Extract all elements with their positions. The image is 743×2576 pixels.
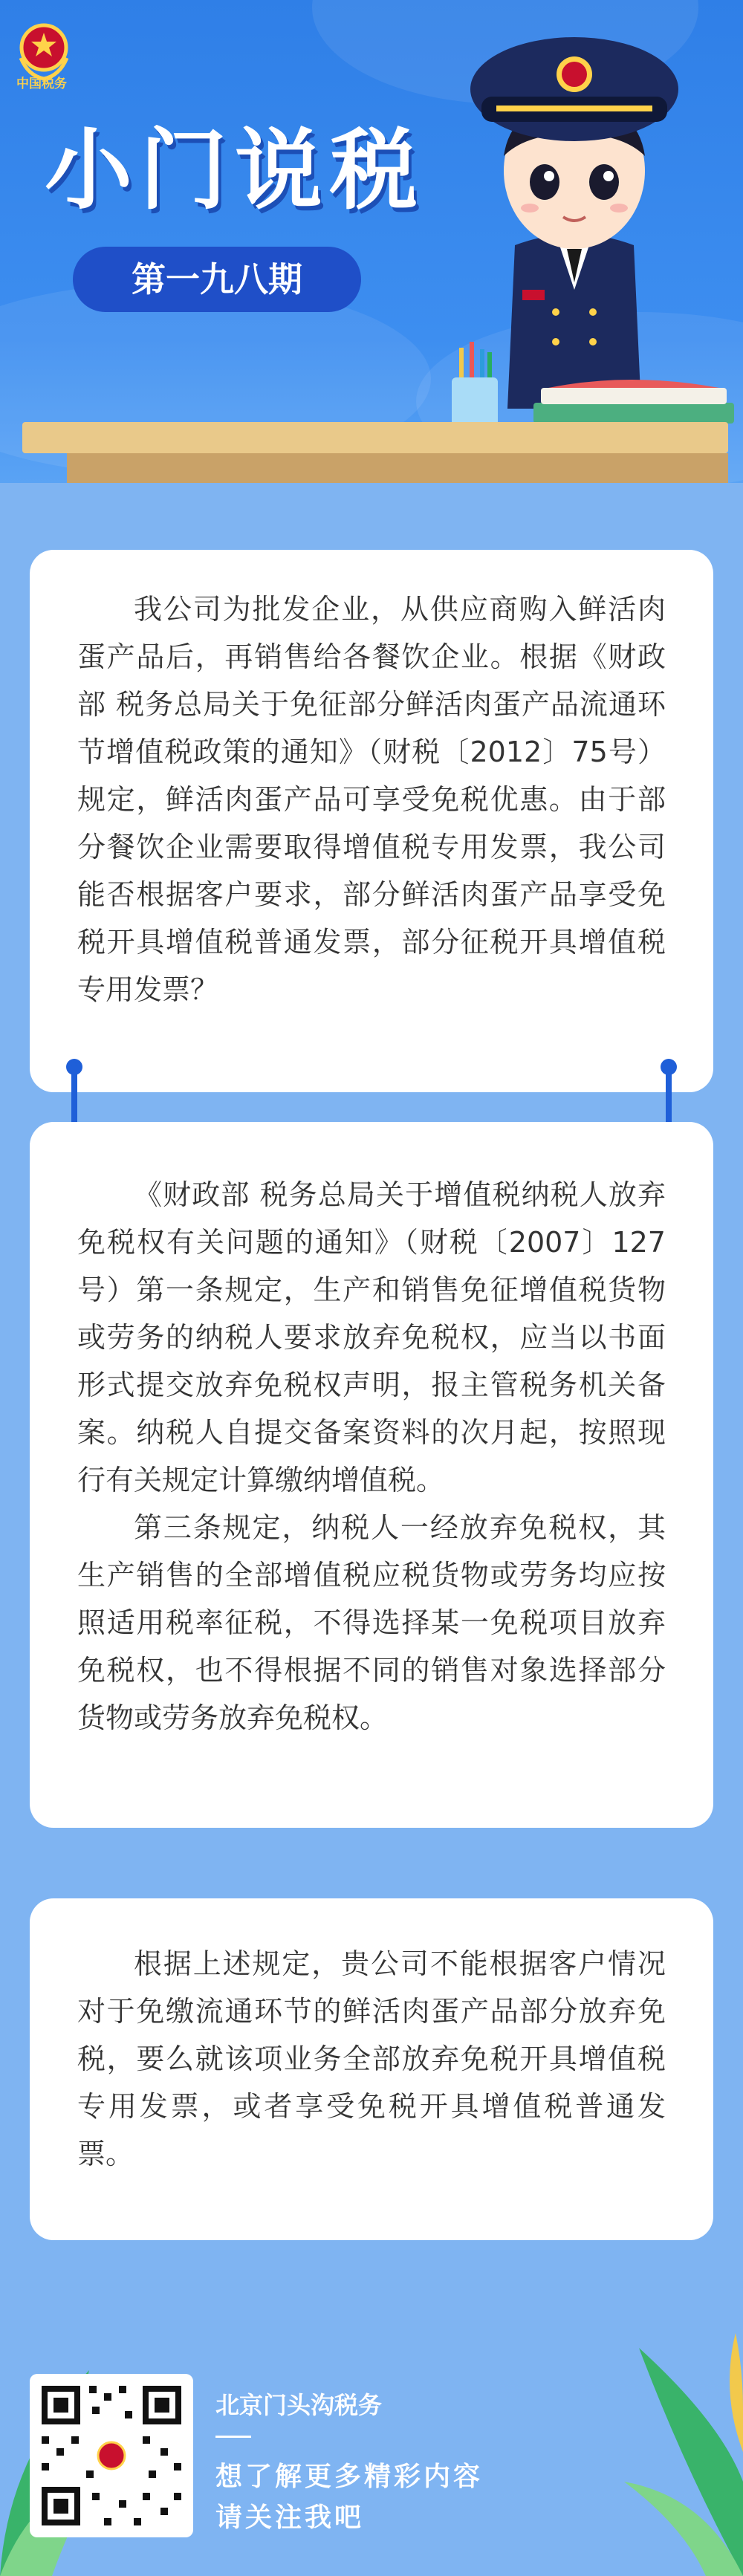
logo-text: 中国税务 bbox=[16, 77, 67, 91]
question-card bbox=[30, 550, 713, 1092]
desk-surface bbox=[22, 422, 728, 453]
pencil-cup-icon bbox=[444, 342, 505, 431]
answer-card bbox=[30, 1122, 713, 1828]
desk-front bbox=[67, 453, 728, 483]
header-banner bbox=[0, 0, 743, 483]
footer-org-name: 北京门头沟税务 bbox=[215, 2391, 383, 2419]
footer-line-2: 请关注我吧 bbox=[215, 2502, 365, 2533]
question-text: 我公司为批发企业，从供应商购入鲜活肉蛋产品后，再销售给各餐饮企业。根据《财政部 税务总局关于免征部分鲜活肉蛋产品流通环节增值税政策的通知》（财税〔2012〕75号）规定，鲜活肉蛋产品可享受免税优惠。由于部分餐饮企业需要取得增值税专用发票，我公司能否根据客户要求，部分鲜活肉蛋产品享受免税开具增值税普通发票，部分征税开具增值税专用发票？ bbox=[77, 593, 666, 1006]
issue-badge: 第一九八期 bbox=[73, 247, 361, 312]
conclusion-text: 根据上述规定，贵公司不能根据客户情况对于免缴流通环节的鲜活肉蛋产品部分放弃免税，要么就该项业务全部放弃免税开具增值税专用发票，或者享受免税开具增值税普通发票。 bbox=[77, 1947, 666, 2170]
page-title: 小门说税 bbox=[45, 119, 426, 221]
answer-paragraph-2: 第三条规定，纳税人一经放弃免税权，其生产销售的全部增值税应税货物或劳务均应按照适用税率征税，不得选择某一免税项目放弃免税权，也不得根据不同的销售对象选择部分货物或劳务放弃免税权。 bbox=[77, 1511, 666, 1734]
footer-line-1: 想了解更多精彩内容 bbox=[215, 2462, 484, 2492]
books-icon bbox=[526, 372, 742, 425]
leaf-decoration bbox=[594, 2303, 743, 2576]
conclusion-card bbox=[30, 1898, 713, 2240]
qr-code[interactable] bbox=[30, 2374, 193, 2537]
answer-paragraph-1: 《财政部 税务总局关于增值税纳税人放弃免税权有关问题的通知》（财税〔2007〕127号）第一条规定，生产和销售免征增值税货物或劳务的纳税人要求放弃免税权，应当以书面形式提交放弃免税权声明，报主管税务机关备案。纳税人自提交备案资料的次月起，按照现行有关规定计算缴纳增值税。 bbox=[77, 1178, 666, 1496]
footer-divider bbox=[215, 2436, 251, 2438]
